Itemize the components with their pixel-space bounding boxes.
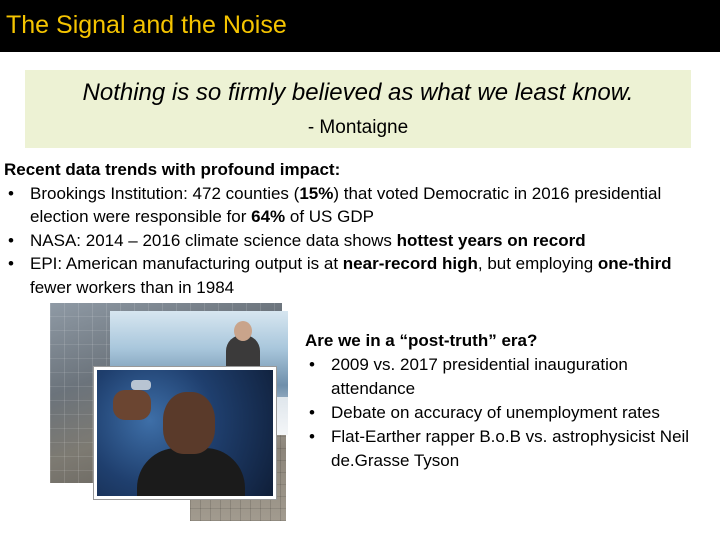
- slide-title: The Signal and the Noise: [6, 11, 287, 39]
- trend-text: Brookings Institution: 472 counties (: [30, 183, 300, 203]
- post-truth-item: • Flat-Earther rapper B.o.B vs. astrophysicist Neil de.Grasse Tyson: [305, 425, 705, 473]
- trends-section: [4, 158, 704, 299]
- trends-heading: Recent data trends with profound impact:: [4, 160, 341, 179]
- trend-item-nasa: [4, 229, 704, 253]
- trend-item-epi: [4, 252, 704, 299]
- post-truth-heading: Are we in a “post-truth” era?: [305, 331, 538, 350]
- photo-collage: [50, 303, 288, 521]
- title-bar: [0, 0, 720, 52]
- post-truth-item: • Debate on accuracy of unemployment rates: [305, 401, 705, 425]
- quote-text: Nothing is so firmly believed as what we least know.: [82, 79, 634, 106]
- trend-text: NASA: 2014 – 2016 climate science data shows: [30, 230, 397, 250]
- trend-text: , but employing: [477, 254, 598, 273]
- quote-box: [25, 70, 691, 148]
- trend-highlight: 64%: [251, 207, 286, 226]
- trend-highlight: near-record high: [342, 254, 478, 273]
- post-truth-section: [305, 329, 705, 473]
- trends-list: [4, 182, 704, 300]
- quote-attribution: - Montaigne: [307, 117, 409, 138]
- trend-text: ) that voted Democratic in 2016 presidential election were responsible for: [30, 183, 662, 226]
- trend-highlight: 15%: [299, 183, 334, 203]
- trend-text: fewer workers than in 1984: [30, 277, 235, 297]
- astrophysicist-photo: [94, 367, 276, 499]
- trend-text: EPI: American manufacturing output is at: [30, 254, 343, 273]
- trend-highlight: one-third: [597, 254, 672, 273]
- trend-text: of US GDP: [285, 207, 374, 226]
- trend-highlight: hottest years on record: [396, 230, 586, 250]
- trend-item-brookings: [4, 182, 704, 229]
- post-truth-item: • 2009 vs. 2017 presidential inauguration attendance: [305, 353, 705, 401]
- post-truth-list: [305, 353, 705, 473]
